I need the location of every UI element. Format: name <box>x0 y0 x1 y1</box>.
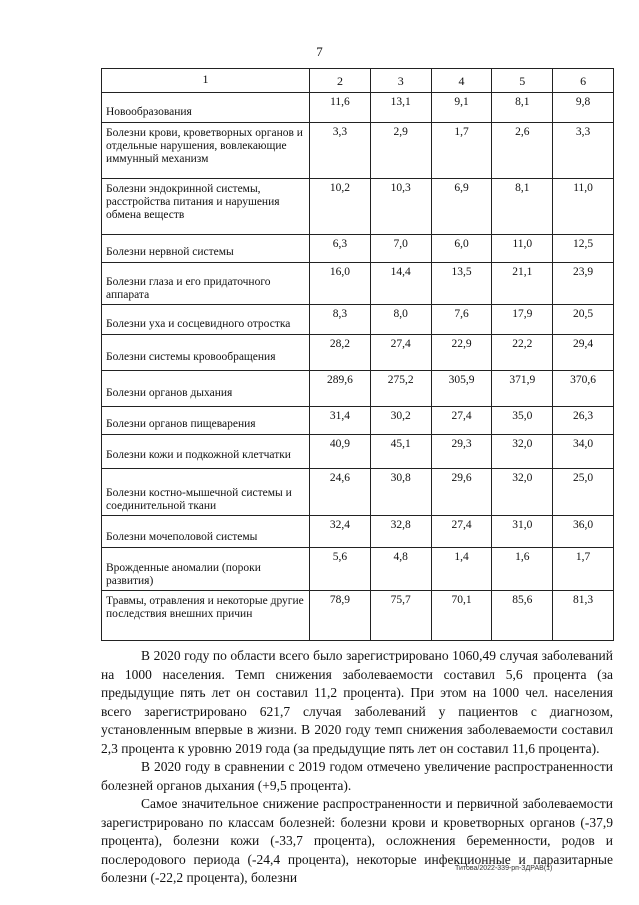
value-cell: 6,0 <box>431 235 492 263</box>
table-row <box>102 179 614 235</box>
value-cell: 17,9 <box>492 305 553 335</box>
value-cell: 8,3 <box>310 305 371 335</box>
value-cell: 24,6 <box>310 469 371 516</box>
value-cell: 7,0 <box>370 235 431 263</box>
value-cell: 2,9 <box>370 123 431 179</box>
disease-class-cell <box>102 235 310 263</box>
value-cell: 35,0 <box>492 407 553 435</box>
disease-class-label: Болезни глаза и его придаточного аппарата <box>106 276 271 301</box>
value-cell: 5,6 <box>310 548 371 591</box>
table-row <box>102 93 614 123</box>
table-row <box>102 407 614 435</box>
value-cell: 32,0 <box>492 469 553 516</box>
value-cell: 34,0 <box>553 435 614 469</box>
value-cell: 32,0 <box>492 435 553 469</box>
value-cell: 8,0 <box>370 305 431 335</box>
morbidity-table <box>101 68 614 641</box>
value-cell: 31,0 <box>492 516 553 548</box>
table-row <box>102 335 614 371</box>
header-cell: 4 <box>431 69 492 93</box>
value-cell: 20,5 <box>553 305 614 335</box>
value-cell: 30,8 <box>370 469 431 516</box>
disease-class-cell <box>102 407 310 435</box>
document-reference: Титова/2022-339-рп-ЗДРАВ(1) <box>455 865 553 872</box>
value-cell: 10,2 <box>310 179 371 235</box>
value-cell: 1,7 <box>431 123 492 179</box>
value-cell: 3,3 <box>553 123 614 179</box>
disease-class-cell <box>102 335 310 371</box>
table-row <box>102 263 614 305</box>
header-cell: 2 <box>310 69 371 93</box>
value-cell: 9,1 <box>431 93 492 123</box>
value-cell: 11,0 <box>553 179 614 235</box>
value-cell: 16,0 <box>310 263 371 305</box>
value-cell: 32,4 <box>310 516 371 548</box>
value-cell: 7,6 <box>431 305 492 335</box>
value-cell: 1,6 <box>492 548 553 591</box>
table-row <box>102 123 614 179</box>
page-number: 7 <box>316 44 323 59</box>
disease-class-label: Болезни мочеполовой системы <box>106 531 258 543</box>
paragraph: Самое значительное снижение распространенности и первичной заболеваемости зарегистрировано по классам болезней: болезни крови и кроветворных органов (-37,9 процента), болезни кожи (-33,7 процента), осложнения беременности, родов и послеродового периода (-24,4 процента), некоторые инфекционные и паразитарные болезни (-22,2 процента), болезни <box>101 796 613 885</box>
table-header-row <box>102 69 614 93</box>
value-cell: 370,6 <box>553 371 614 407</box>
value-cell: 28,2 <box>310 335 371 371</box>
value-cell: 30,2 <box>370 407 431 435</box>
disease-class-label: Врожденные аномалии (пороки развития) <box>106 562 261 587</box>
disease-class-label: Болезни кожи и подкожной клетчатки <box>106 449 291 461</box>
table-row <box>102 235 614 263</box>
disease-class-label: Болезни органов дыхания <box>106 387 233 399</box>
table-row <box>102 591 614 641</box>
disease-class-cell <box>102 435 310 469</box>
table-row <box>102 469 614 516</box>
header-cell: 3 <box>370 69 431 93</box>
header-cell: 1 <box>102 69 310 93</box>
disease-class-label: Болезни уха и сосцевидного отростка <box>106 318 291 330</box>
value-cell: 6,3 <box>310 235 371 263</box>
value-cell: 8,1 <box>492 93 553 123</box>
value-cell: 45,1 <box>370 435 431 469</box>
body-text <box>101 647 613 888</box>
disease-class-label: Болезни эндокринной системы, расстройства питания и нарушения обмена веществ <box>106 183 280 221</box>
disease-class-label: Болезни крови, кроветворных органов и отдельные нарушения, вовлекающие иммунный механизм <box>106 127 303 165</box>
value-cell: 22,9 <box>431 335 492 371</box>
disease-class-cell <box>102 516 310 548</box>
disease-class-label: Болезни нервной системы <box>106 246 234 258</box>
value-cell: 11,6 <box>310 93 371 123</box>
paragraph: В 2020 году по области всего было зарегистрировано 1060,49 случая заболеваний на 1000 населения. Темп снижения заболеваемости составил 5,6 процента (за предыдущие пять лет он составил 11,2 процента). При этом на 1000 чел. населения всего зарегистрировано 621,7 случая заболеваний у пациентов с диагнозом, установленным впервые в жизни. В 2020 году темп снижения заболеваемости составил 2,3 процента к уровню 2019 года (за предыдущие пять лет он составил 11,6 процента). <box>101 648 613 756</box>
value-cell: 29,4 <box>553 335 614 371</box>
value-cell: 29,3 <box>431 435 492 469</box>
value-cell: 3,3 <box>310 123 371 179</box>
value-cell: 27,4 <box>431 407 492 435</box>
disease-class-label: Болезни костно-мышечной системы и соединительной ткани <box>106 487 292 512</box>
disease-class-cell <box>102 263 310 305</box>
value-cell: 23,9 <box>553 263 614 305</box>
value-cell: 275,2 <box>370 371 431 407</box>
value-cell: 12,5 <box>553 235 614 263</box>
value-cell: 1,7 <box>553 548 614 591</box>
value-cell: 27,4 <box>370 335 431 371</box>
disease-class-cell <box>102 548 310 591</box>
value-cell: 78,9 <box>310 591 371 641</box>
value-cell: 70,1 <box>431 591 492 641</box>
value-cell: 289,6 <box>310 371 371 407</box>
disease-class-label: Болезни системы кровообращения <box>106 351 276 363</box>
value-cell: 14,4 <box>370 263 431 305</box>
disease-class-cell <box>102 93 310 123</box>
value-cell: 31,4 <box>310 407 371 435</box>
table-row <box>102 371 614 407</box>
value-cell: 26,3 <box>553 407 614 435</box>
value-cell: 32,8 <box>370 516 431 548</box>
disease-class-cell <box>102 591 310 641</box>
value-cell: 4,8 <box>370 548 431 591</box>
value-cell: 36,0 <box>553 516 614 548</box>
value-cell: 29,6 <box>431 469 492 516</box>
disease-class-label: Травмы, отравления и некоторые другие последствия внешних причин <box>106 595 304 620</box>
value-cell: 11,0 <box>492 235 553 263</box>
value-cell: 13,5 <box>431 263 492 305</box>
value-cell: 13,1 <box>370 93 431 123</box>
value-cell: 6,9 <box>431 179 492 235</box>
table-body <box>102 69 614 641</box>
disease-class-cell <box>102 179 310 235</box>
table-row <box>102 305 614 335</box>
value-cell: 22,2 <box>492 335 553 371</box>
disease-class-cell <box>102 469 310 516</box>
value-cell: 371,9 <box>492 371 553 407</box>
disease-class-cell <box>102 123 310 179</box>
disease-class-cell <box>102 371 310 407</box>
value-cell: 9,8 <box>553 93 614 123</box>
table-row <box>102 516 614 548</box>
table-row <box>102 435 614 469</box>
value-cell: 8,1 <box>492 179 553 235</box>
value-cell: 25,0 <box>553 469 614 516</box>
value-cell: 1,4 <box>431 548 492 591</box>
disease-class-label: Болезни органов пищеварения <box>106 418 256 430</box>
value-cell: 85,6 <box>492 591 553 641</box>
paragraph: В 2020 году в сравнении с 2019 годом отмечено увеличение распространенности болезней органов дыхания (+9,5 процента). <box>101 759 613 793</box>
value-cell: 21,1 <box>492 263 553 305</box>
value-cell: 27,4 <box>431 516 492 548</box>
disease-class-cell <box>102 305 310 335</box>
disease-class-label: Новообразования <box>106 106 192 118</box>
value-cell: 10,3 <box>370 179 431 235</box>
value-cell: 75,7 <box>370 591 431 641</box>
value-cell: 40,9 <box>310 435 371 469</box>
value-cell: 305,9 <box>431 371 492 407</box>
header-cell: 6 <box>553 69 614 93</box>
value-cell: 2,6 <box>492 123 553 179</box>
value-cell: 81,3 <box>553 591 614 641</box>
header-cell: 5 <box>492 69 553 93</box>
table-row <box>102 548 614 591</box>
